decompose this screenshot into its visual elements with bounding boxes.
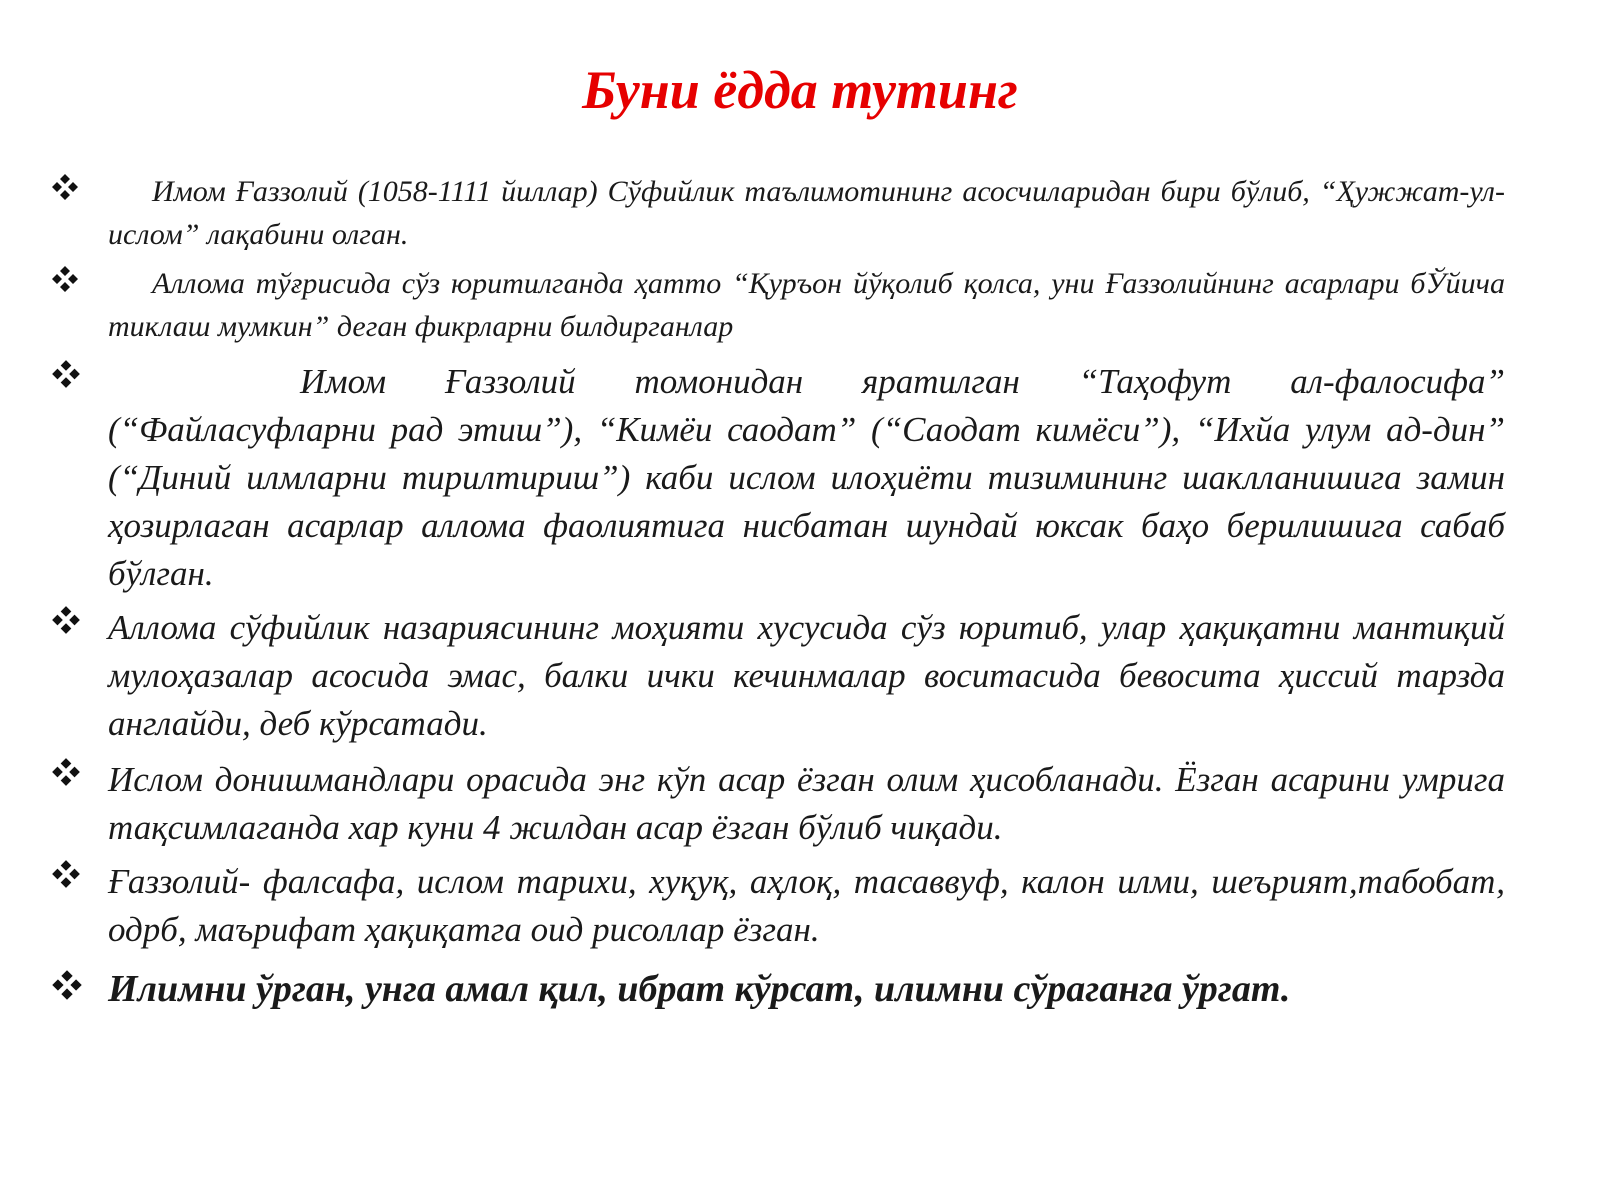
bullet-item (50, 756, 1505, 852)
bullet-item (50, 962, 1505, 1082)
bullet-item (50, 358, 1505, 596)
four-diamond-bullet-icon (50, 264, 82, 296)
bullet-text: Ислом донишмандлари орасида энг кўп асар ёзган олим ҳисобланади. Ёзган асарини умрига тақсимлаганда хар куни 4 жилдан асар ёзган бўлиб чиқади. (108, 760, 1505, 847)
bullet-text: Илимни ўрган, унга амал қил, ибрат кўрсат, илимни сўраганга ўргат. (108, 968, 1291, 1010)
four-diamond-bullet-icon (50, 968, 82, 1000)
four-diamond-bullet-icon (50, 756, 82, 788)
bullet-item (50, 262, 1505, 352)
slide-title: Буни ёдда тутинг (582, 60, 1018, 120)
four-diamond-bullet-icon (50, 858, 82, 890)
four-diamond-bullet-icon (50, 172, 82, 204)
bullet-item (50, 604, 1505, 750)
bullet-text: Аллома сўфийлик назариясининг моҳияти хусусида сўз юритиб, улар ҳақиқатни мантиқий мулоҳазалар асосида эмас, балки ички кечинмалар воситасида бевосита ҳиссий тарзда англайди, деб кўрсатади. (108, 608, 1505, 743)
bullet-item (50, 170, 1505, 260)
bullet-text: Ғаззолий- фалсафа, ислом тарихи, хуқуқ, аҳлоқ, тасаввуф, калон илми, шеърият,табобат, одрб, маърифат ҳақиқатга оид рисоллар ёзган. (108, 862, 1505, 949)
four-diamond-bullet-icon (50, 358, 82, 390)
bullet-text: Имом Ғаззолий (1058-1111 йиллар) Сўфийлик таълимотининг асосчиларидан бири бўлиб, “Ҳужжат-ул-ислом” лақабини олган. (108, 175, 1505, 251)
bullet-item (50, 858, 1505, 954)
bullet-text: Имом Ғаззолий томонидан яратилган “Таҳофут ал-фалосифа” (“Файласуфларни рад этиш”), “Кимёи саодат” (“Саодат кимёси”), “Ихйа улум ад-дин” (“Диний илмларни тирилтириш”) каби ислом илоҳиёти тизимининг шаклланишига замин ҳозирлаган асарлар аллома фаолиятига нисбатан шундай юксак баҳо берилишига сабаб бўлган. (108, 362, 1505, 593)
four-diamond-bullet-icon (50, 604, 82, 636)
bullet-text: Аллома тўғрисида сўз юритилганда ҳатто “Қуръон йўқолиб қолса, уни Ғаззолийнинг асарлари бЎйича тиклаш мумкин” деган фикрларни билдирганлар (108, 267, 1505, 343)
